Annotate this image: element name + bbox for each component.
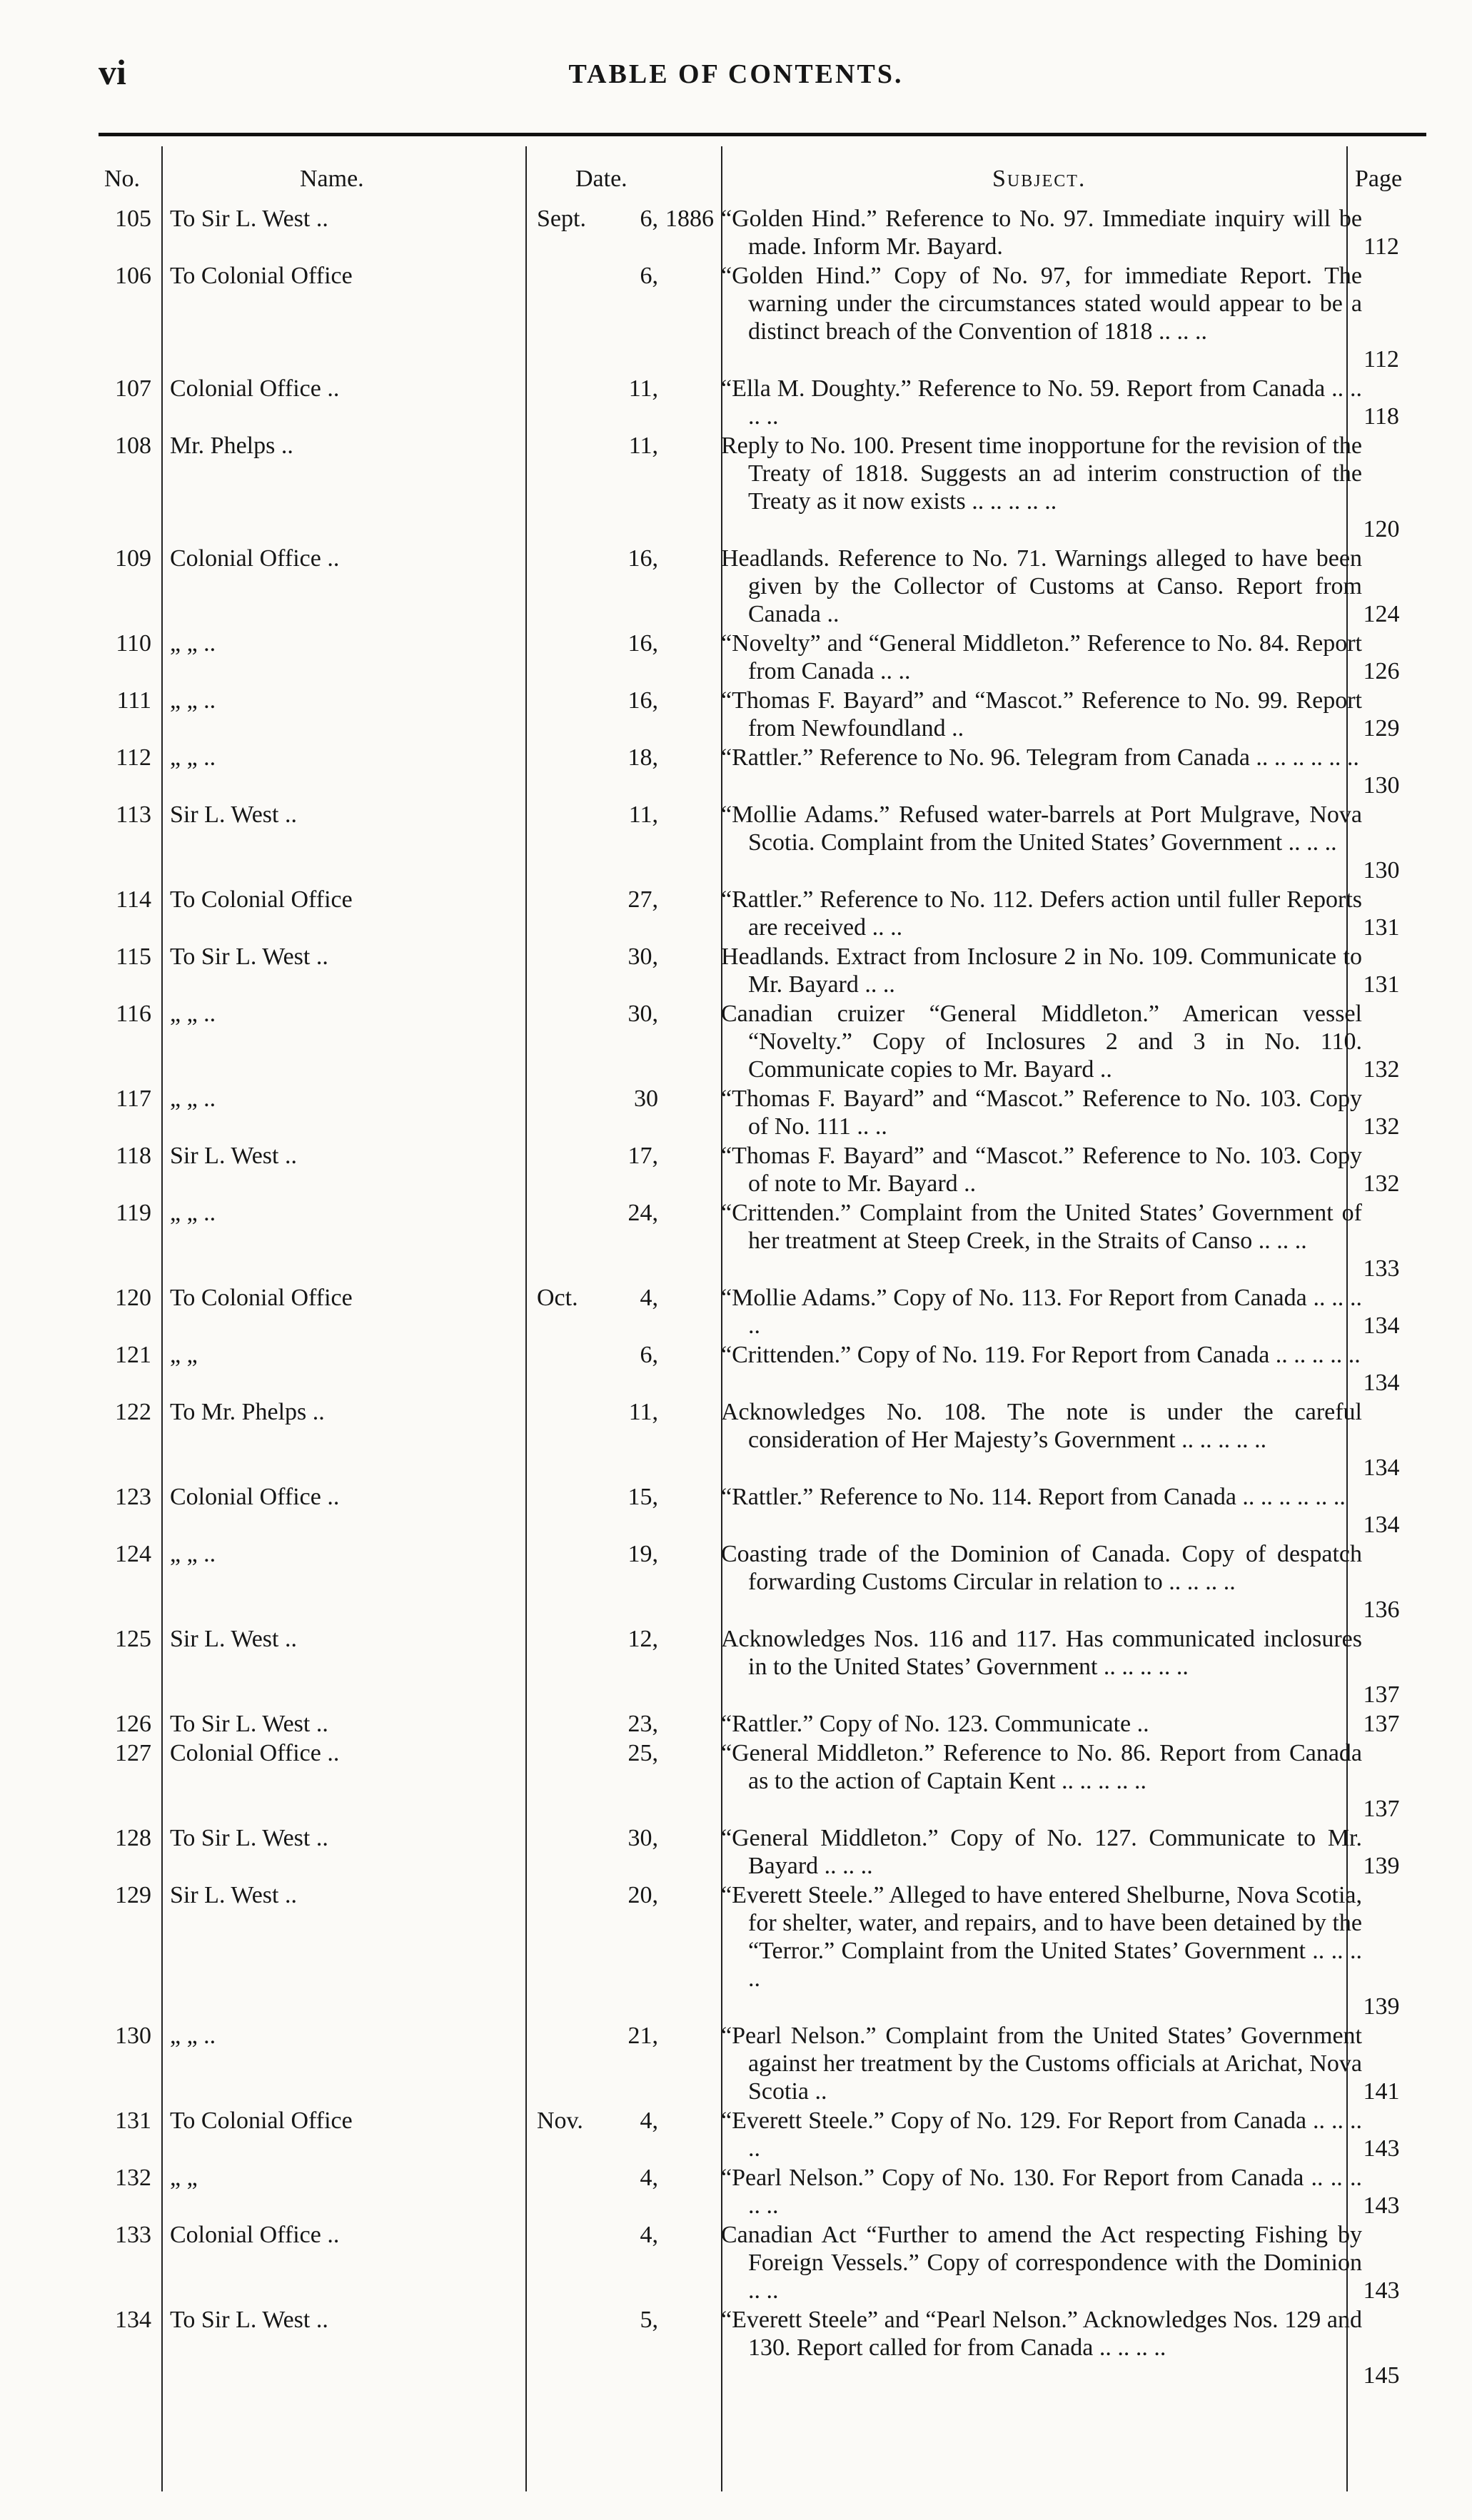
entry-day: 12, [627, 1626, 658, 1652]
entry-name: To Colonial Office [170, 263, 353, 289]
entry-day: 21, [627, 2023, 658, 2049]
entry-name: „ „ .. [170, 744, 216, 771]
entry-subject: “General Middleton.” Reference to No. 86. Report from Canada as to the action of Captain Kent .. .. .. .. .. [721, 1740, 1362, 1794]
entry-page: 143 [1363, 2135, 1400, 2162]
entry-page: 129 [1363, 715, 1400, 742]
entry-day: 16, [627, 545, 658, 572]
entry-number: 124 [115, 1541, 151, 1567]
table-row [0, 375, 1472, 432]
entry-subject: “Novelty” and “General Middleton.” Reference to No. 84. Report from Canada .. .. [721, 630, 1362, 684]
entry-name: To Sir L. West .. [170, 943, 328, 970]
entry-page: 139 [1363, 1993, 1400, 2020]
entry-subject: “Rattler.” Reference to No. 96. Telegram from Canada .. .. .. .. .. .. [721, 744, 1359, 771]
table-row [0, 2306, 1472, 2391]
entry-page: 145 [1363, 2362, 1400, 2389]
entry-name: „ „ .. [170, 2023, 216, 2049]
entry-subject: “Thomas F. Bayard” and “Mascot.” Reference to No. 103. Copy of No. 111 .. .. [721, 1086, 1362, 1140]
entry-day: 4, [640, 2107, 658, 2134]
entry-number: 134 [115, 2307, 151, 2333]
entry-number: 131 [115, 2107, 151, 2134]
entry-page: 112 [1363, 346, 1399, 373]
entry-number: 130 [115, 2023, 151, 2049]
entry-subject: “Golden Hind.” Copy of No. 97, for immediate Report. The warning under the circumstances stated would appear to be a distinct breach of the Convention of 1818 .. .. .. [721, 263, 1362, 345]
entry-page: 134 [1363, 1454, 1400, 1481]
entry-name: To Mr. Phelps .. [170, 1399, 325, 1425]
entry-page: 124 [1363, 601, 1400, 627]
page-number: vi [99, 52, 126, 92]
entry-day: 11, [628, 801, 658, 828]
entry-number: 105 [115, 206, 151, 232]
table-row [0, 629, 1472, 687]
entry-day: 23, [627, 1711, 658, 1737]
entry-page: 134 [1363, 1370, 1400, 1396]
table-row [0, 1341, 1472, 1398]
table-row [0, 1000, 1472, 1085]
entry-subject: Coasting trade of the Dominion of Canada. Copy of despatch forwarding Customs Circular in relation to .. .. .. .. [721, 1541, 1362, 1595]
entry-day: 4, [640, 1285, 658, 1311]
entry-name: Sir L. West .. [170, 801, 297, 828]
entry-month: Nov. [537, 2107, 583, 2134]
entry-page: 132 [1363, 1056, 1400, 1083]
entry-number: 107 [115, 375, 151, 402]
entry-number: 129 [115, 1882, 151, 1908]
entry-name: „ „ .. [170, 687, 216, 714]
entry-subject: “Crittenden.” Copy of No. 119. For Report from Canada .. .. .. .. .. [721, 1342, 1361, 1368]
entry-day: 15, [627, 1484, 658, 1510]
table-row [0, 2107, 1472, 2164]
contents-table [0, 205, 1472, 2391]
entry-name: Colonial Office .. [170, 375, 340, 402]
entry-name: Colonial Office .. [170, 1484, 340, 1510]
column-header-name: Name. [300, 166, 364, 192]
entry-subject: “Rattler.” Reference to No. 114. Report from Canada .. .. .. .. .. .. [721, 1484, 1346, 1510]
entry-name: To Colonial Office [170, 2107, 353, 2134]
entry-day: 18, [627, 744, 658, 771]
entry-page: 130 [1363, 772, 1400, 799]
table-row [0, 262, 1472, 375]
entry-day: 17, [627, 1143, 658, 1169]
entry-subject: “Rattler.” Reference to No. 112. Defers action until fuller Reports are received .. .. [721, 886, 1362, 941]
table-row [0, 744, 1472, 801]
entry-page: 137 [1363, 1796, 1400, 1822]
table-row [0, 1199, 1472, 1284]
entry-number: 109 [115, 545, 151, 572]
entry-name: Colonial Office .. [170, 1740, 340, 1766]
page-header [0, 51, 1472, 108]
entry-year: 1886 [665, 206, 714, 232]
entry-subject: Acknowledges No. 108. The note is under the careful consideration of Her Majesty’s Government .. .. .. .. .. [721, 1399, 1362, 1453]
table-row [0, 2022, 1472, 2107]
table-row [0, 2221, 1472, 2306]
entry-page: 139 [1363, 1853, 1400, 1879]
table-row [0, 1085, 1472, 1142]
entry-page: 126 [1363, 658, 1400, 684]
entry-page: 134 [1363, 1512, 1400, 1538]
table-row [0, 801, 1472, 886]
entry-number: 128 [115, 1825, 151, 1851]
table-row [0, 1881, 1472, 2022]
table-row [0, 2164, 1472, 2221]
table-row [0, 687, 1472, 744]
table-row [0, 1625, 1472, 1710]
entry-name: Sir L. West .. [170, 1626, 297, 1652]
entry-number: 121 [115, 1342, 151, 1368]
table-row [0, 1710, 1472, 1739]
entry-name: Sir L. West .. [170, 1143, 297, 1169]
entry-page: 137 [1363, 1681, 1400, 1708]
table-row [0, 1142, 1472, 1199]
entry-name: „ „ .. [170, 1200, 216, 1226]
entry-day: 19, [627, 1541, 658, 1567]
entry-number: 123 [115, 1484, 151, 1510]
entry-number: 116 [116, 1001, 151, 1027]
entry-subject: Headlands. Extract from Inclosure 2 in No. 109. Communicate to Mr. Bayard .. .. [721, 943, 1362, 998]
entry-day: 6, [640, 206, 658, 232]
entry-number: 126 [115, 1711, 151, 1737]
entry-number: 132 [115, 2165, 151, 2191]
entry-page: 112 [1363, 233, 1399, 260]
entry-subject: “Crittenden.” Complaint from the United States’ Government of her treatment at Steep Creek, in the Straits of Canso .. .. .. [721, 1200, 1362, 1254]
entry-name: To Colonial Office [170, 886, 353, 913]
entry-day: 25, [627, 1740, 658, 1766]
entry-day: 11, [628, 432, 658, 459]
entry-page: 136 [1363, 1596, 1400, 1623]
entry-day: 27, [627, 886, 658, 913]
entry-subject: “Ella M. Doughty.” Reference to No. 59. Report from Canada .. .. .. .. [721, 375, 1362, 430]
entry-subject: “Golden Hind.” Reference to No. 97. Immediate inquiry will be made. Inform Mr. Bayard. [721, 206, 1362, 260]
entry-subject: “Thomas F. Bayard” and “Mascot.” Reference to No. 103. Copy of note to Mr. Bayard .. [721, 1143, 1362, 1197]
entry-name: „ „ [170, 1342, 198, 1368]
entry-page: 143 [1363, 2192, 1400, 2219]
entry-subject: Acknowledges Nos. 116 and 117. Has communicated inclosures in to the United States’ Government .. .. .. .. .. [721, 1626, 1362, 1680]
entry-page: 118 [1363, 403, 1399, 430]
entry-number: 127 [115, 1740, 151, 1766]
entry-name: „ „ .. [170, 1541, 216, 1567]
entry-number: 120 [115, 1285, 151, 1311]
entry-name: „ „ .. [170, 1001, 216, 1027]
entry-day: 30 [634, 1086, 658, 1112]
table-row [0, 1540, 1472, 1625]
table-row [0, 545, 1472, 629]
entry-number: 108 [115, 432, 151, 459]
entry-page: 131 [1363, 914, 1400, 941]
entry-subject: “General Middleton.” Copy of No. 127. Communicate to Mr. Bayard .. .. .. [721, 1825, 1362, 1879]
entry-day: 16, [627, 687, 658, 714]
entry-number: 125 [115, 1626, 151, 1652]
entry-name: To Sir L. West .. [170, 2307, 328, 2333]
entry-name: Colonial Office .. [170, 2222, 340, 2248]
column-header-page: Page [1355, 166, 1403, 192]
entry-subject: “Pearl Nelson.” Copy of No. 130. For Report from Canada .. .. .. .. .. [721, 2165, 1362, 2219]
entry-number: 113 [116, 801, 151, 828]
entry-number: 115 [116, 943, 151, 970]
running-title: TABLE OF CONTENTS. [568, 59, 904, 89]
entry-day: 6, [640, 263, 658, 289]
entry-day: 5, [640, 2307, 658, 2333]
entry-day: 30, [627, 1001, 658, 1027]
column-header-date: Date. [575, 166, 627, 192]
entry-number: 106 [115, 263, 151, 289]
entry-day: 4, [640, 2165, 658, 2191]
entry-page: 143 [1363, 2277, 1400, 2304]
entry-page: 132 [1363, 1170, 1400, 1197]
table-row [0, 886, 1472, 943]
entry-page: 130 [1363, 857, 1400, 884]
entry-month: Sept. [537, 206, 586, 232]
table-row [0, 1739, 1472, 1824]
entry-subject: Canadian Act “Further to amend the Act respecting Fishing by Foreign Vessels.” Copy of correspondence with the Dominion .. .. [721, 2222, 1362, 2304]
entry-month: Oct. [537, 1285, 578, 1311]
entry-name: To Sir L. West .. [170, 1825, 328, 1851]
entry-subject: Reply to No. 100. Present time inopportune for the revision of the Treaty of 1818. Suggests an ad interim construction of the Treaty as it now exists .. .. .. .. .. [721, 432, 1362, 515]
entry-number: 119 [116, 1200, 151, 1226]
entry-name: To Sir L. West .. [170, 1711, 328, 1737]
entry-day: 4, [640, 2222, 658, 2248]
table-row [0, 1824, 1472, 1881]
entry-subject: “Everett Steele.” Copy of No. 129. For Report from Canada .. .. .. .. [721, 2107, 1362, 2162]
entry-number: 114 [116, 886, 151, 913]
entry-name: To Colonial Office [170, 1285, 353, 1311]
entry-number: 117 [116, 1086, 151, 1112]
entry-subject: “Mollie Adams.” Refused water-barrels at Port Mulgrave, Nova Scotia. Complaint from the United States’ Government .. .. .. [721, 801, 1362, 856]
table-row [0, 1284, 1472, 1341]
entry-page: 133 [1363, 1255, 1400, 1282]
entry-page: 137 [1363, 1711, 1400, 1737]
entry-number: 133 [115, 2222, 151, 2248]
table-row [0, 432, 1472, 545]
entry-page: 141 [1363, 2078, 1400, 2105]
entry-name: Sir L. West .. [170, 1882, 297, 1908]
table-row [0, 1398, 1472, 1483]
entry-day: 30, [627, 1825, 658, 1851]
entry-subject: “Rattler.” Copy of No. 123. Communicate .. [721, 1711, 1149, 1737]
entry-number: 111 [116, 687, 151, 714]
entry-page: 134 [1363, 1312, 1400, 1339]
entry-subject: Headlands. Reference to No. 71. Warnings alleged to have been given by the Collector of Customs at Canso. Report from Canada .. [721, 545, 1362, 627]
entry-number: 110 [116, 630, 151, 657]
entry-day: 30, [627, 943, 658, 970]
entry-name: Mr. Phelps .. [170, 432, 293, 459]
entry-day: 16, [627, 630, 658, 657]
entry-name: „ „ .. [170, 630, 216, 657]
column-header-subject: Subject. [992, 166, 1087, 192]
entry-subject: “Thomas F. Bayard” and “Mascot.” Reference to No. 99. Report from Newfoundland .. [721, 687, 1362, 742]
entry-subject: Canadian cruizer “General Middleton.” American vessel “Novelty.” Copy of Inclosures 2 and 3 in No. 110. Communicate copies to Mr. Bayard .. [721, 1001, 1362, 1083]
entry-day: 11, [628, 1399, 658, 1425]
entry-page: 132 [1363, 1113, 1400, 1140]
entry-name: To Sir L. West .. [170, 206, 328, 232]
entry-day: 20, [627, 1882, 658, 1908]
entry-subject: “Everett Steele” and “Pearl Nelson.” Acknowledges Nos. 129 and 130. Report called for from Canada .. .. .. .. [721, 2307, 1362, 2361]
entry-day: 11, [628, 375, 658, 402]
table-row [0, 1483, 1472, 1540]
entry-number: 112 [116, 744, 151, 771]
entry-day: 6, [640, 1342, 658, 1368]
entry-page: 131 [1363, 971, 1400, 998]
entry-name: „ „ .. [170, 1086, 216, 1112]
entry-number: 122 [115, 1399, 151, 1425]
column-header-no: No. [104, 166, 141, 192]
entry-subject: “Pearl Nelson.” Complaint from the United States’ Government against her treatment by the Customs officials at Arichat, Nova Scotia .. [721, 2023, 1362, 2105]
entry-number: 118 [116, 1143, 151, 1169]
entry-subject: “Everett Steele.” Alleged to have entered Shelburne, Nova Scotia, for shelter, water, and repairs, and to have been detained by the “Terror.” Complaint from the United States’ Government .. .. .. .. [721, 1882, 1362, 1992]
header-rule [99, 133, 1426, 136]
entry-name: „ „ [170, 2165, 198, 2191]
entry-subject: “Mollie Adams.” Copy of No. 113. For Report from Canada .. .. .. .. [721, 1285, 1362, 1339]
table-row [0, 205, 1472, 262]
entry-page: 120 [1363, 516, 1400, 542]
entry-name: Colonial Office .. [170, 545, 340, 572]
entry-day: 24, [627, 1200, 658, 1226]
table-row [0, 943, 1472, 1000]
